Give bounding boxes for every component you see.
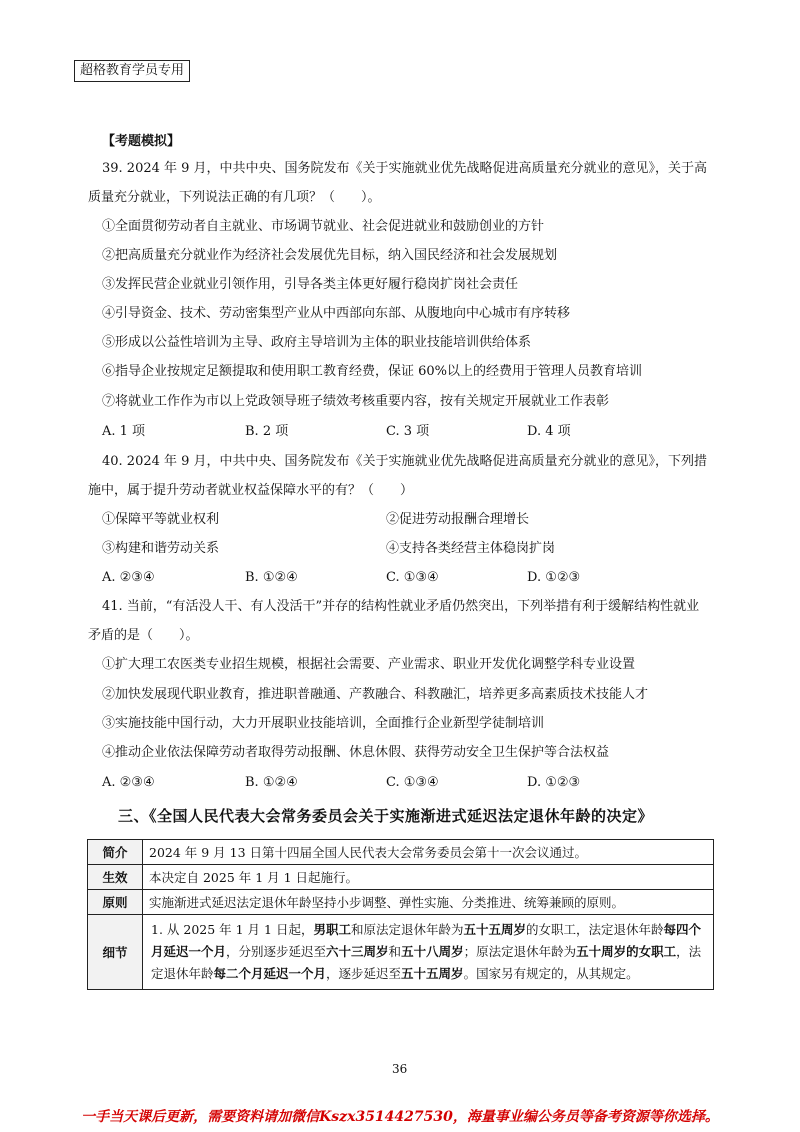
page-number: 36 — [392, 1062, 408, 1076]
q40-text-line1: 40. 2024 年 9 月，中共中央、国务院发布《关于实施就业优先战略促进高质量充分就业的意见》，下列措 — [102, 454, 708, 469]
q40-option-c: C. ①③④ — [386, 570, 439, 585]
detail-text: 和原法定退休年龄为 — [350, 922, 464, 937]
q40-item: ③构建和谐劳动关系 — [102, 541, 220, 556]
q39-option-b: B. 2 项 — [245, 424, 289, 439]
detail-emphasis: 五十八周岁 — [401, 944, 464, 959]
detail-emphasis: 每二个月延迟一个月 — [213, 966, 327, 981]
q41-option-a: A. ②③④ — [102, 775, 155, 790]
q39-item: ④引导资金、技术、劳动密集型产业从中西部向东部、从腹地向中心城市有序转移 — [102, 306, 571, 321]
detail-text: 的女职工，法定退休年龄 — [526, 922, 664, 937]
q41-item: ③实施技能中国行动，大力开展职业技能培训，全面推行企业新型学徒制培训 — [102, 716, 545, 731]
q40-option-a: A. ②③④ — [102, 570, 155, 585]
q39-item: ⑦将就业工作作为市以上党政领导班子绩效考核重要内容，按有关规定开展就业工作表彰 — [102, 394, 610, 409]
q39-item: ③发挥民营企业就业引领作用，引导各类主体更好履行稳岗扩岗社会责任 — [102, 277, 519, 292]
q40-item: ②促进劳动报酬合理增长 — [386, 512, 530, 527]
retirement-decision-table — [87, 839, 714, 990]
q41-item: ②加快发展现代职业教育，推进职普融通、产教融合、科教融汇，培养更多高素质技术技能人才 — [102, 687, 649, 702]
detail-emphasis: 男职工 — [313, 922, 351, 937]
q39-text-line2: 质量充分就业，下列说法正确的有几项？（ ）。 — [88, 190, 381, 205]
detail-emphasis: 五十周岁的女职工 — [576, 944, 677, 959]
row-text-intro: 2024 年 9 月 13 日第十四届全国人民代表大会常务委员会第十一次会议通过。 — [143, 840, 714, 865]
table-row — [88, 865, 714, 890]
q40-option-b: B. ①②④ — [245, 570, 298, 585]
q40-option-d: D. ①②③ — [527, 570, 581, 585]
q41-text-line1: 41. 当前，“有活没人干、有人没活干”并存的结构性就业矛盾仍然突出，下列举措有利于缓解结构性就业 — [102, 599, 700, 614]
section-label: 【考题模拟】 — [102, 134, 181, 149]
row-text-detail — [143, 915, 714, 990]
table-row — [88, 915, 714, 990]
q40-item: ①保障平等就业权利 — [102, 512, 220, 527]
q39-item: ①全面贯彻劳动者自主就业、市场调节就业、社会促进就业和鼓励创业的方针 — [102, 219, 545, 234]
table-row — [88, 840, 714, 865]
detail-emphasis: 每四个月延迟一个月 — [151, 922, 702, 959]
q41-option-b: B. ①②④ — [245, 775, 298, 790]
q39-option-c: C. 3 项 — [386, 424, 430, 439]
detail-text: ，分别逐步延迟至 — [226, 944, 327, 959]
q40-text-line2: 施中，属于提升劳动者就业权益保障水平的有？（ ） — [88, 483, 414, 498]
q40-item: ④支持各类经营主体稳岗扩岗 — [386, 541, 556, 556]
watermark-stamp: 超格教育学员专用 — [74, 60, 190, 82]
detail-emphasis: 五十五周岁 — [463, 922, 527, 937]
q41-text-line2: 矛盾的是（ ）。 — [88, 628, 199, 643]
q39-option-d: D. 4 项 — [527, 424, 571, 439]
q39-item: ⑤形成以公益性培训为主导、政府主导培训为主体的职业技能培训供给体系 — [102, 335, 532, 350]
detail-emphasis: 六十三周岁 — [326, 944, 389, 959]
detail-text: 1. 从 2025 年 1 月 1 日起， — [151, 922, 314, 937]
detail-text: 和 — [388, 944, 402, 959]
q39-option-a: A. 1 项 — [102, 424, 146, 439]
section3-title: 三、《全国人民代表大会常务委员会关于实施渐进式延迟法定退休年龄的决定》 — [118, 807, 654, 825]
detail-text: ，法定退休年龄 — [151, 944, 702, 981]
row-text-principle: 实施渐进式延迟法定退休年龄坚持小步调整、弹性实施、分类推进、统筹兼顾的原则。 — [143, 890, 714, 915]
q41-item: ①扩大理工农医类专业招生规模，根据社会需要、产业需求、职业开发优化调整学科专业设置 — [102, 657, 636, 672]
q39-item: ②把高质量充分就业作为经济社会发展优先目标，纳入国民经济和社会发展规划 — [102, 248, 558, 263]
q41-item: ④推动企业依法保障劳动者取得劳动报酬、休息休假、获得劳动安全卫生保护等合法权益 — [102, 745, 610, 760]
q39-text-line1: 39. 2024 年 9 月，中共中央、国务院发布《关于实施就业优先战略促进高质量充分就业的意见》，关于高 — [102, 161, 708, 176]
q41-option-c: C. ①③④ — [386, 775, 439, 790]
row-head-intro: 简介 — [88, 840, 143, 865]
footer-notice: 一手当天课后更新，需要资料请加微信Kszx3514427530，海量事业编公务员等备考资源等你选择。 — [81, 1109, 719, 1125]
row-text-effective: 本决定自 2025 年 1 月 1 日起施行。 — [143, 865, 714, 890]
row-head-detail: 细节 — [88, 915, 143, 990]
detail-text: 。国家另有规定的，从其规定。 — [463, 966, 639, 981]
table-row — [88, 890, 714, 915]
detail-text: ，逐步延迟至 — [326, 966, 402, 981]
detail-emphasis: 五十五周岁 — [401, 966, 464, 981]
row-head-principle: 原则 — [88, 890, 143, 915]
q39-item: ⑥指导企业按规定足额提取和使用职工教育经费，保证 60%以上的经费用于管理人员教育培训 — [102, 364, 643, 379]
row-head-effective: 生效 — [88, 865, 143, 890]
q41-option-d: D. ①②③ — [527, 775, 581, 790]
detail-text: ；原法定退休年龄为 — [463, 944, 577, 959]
